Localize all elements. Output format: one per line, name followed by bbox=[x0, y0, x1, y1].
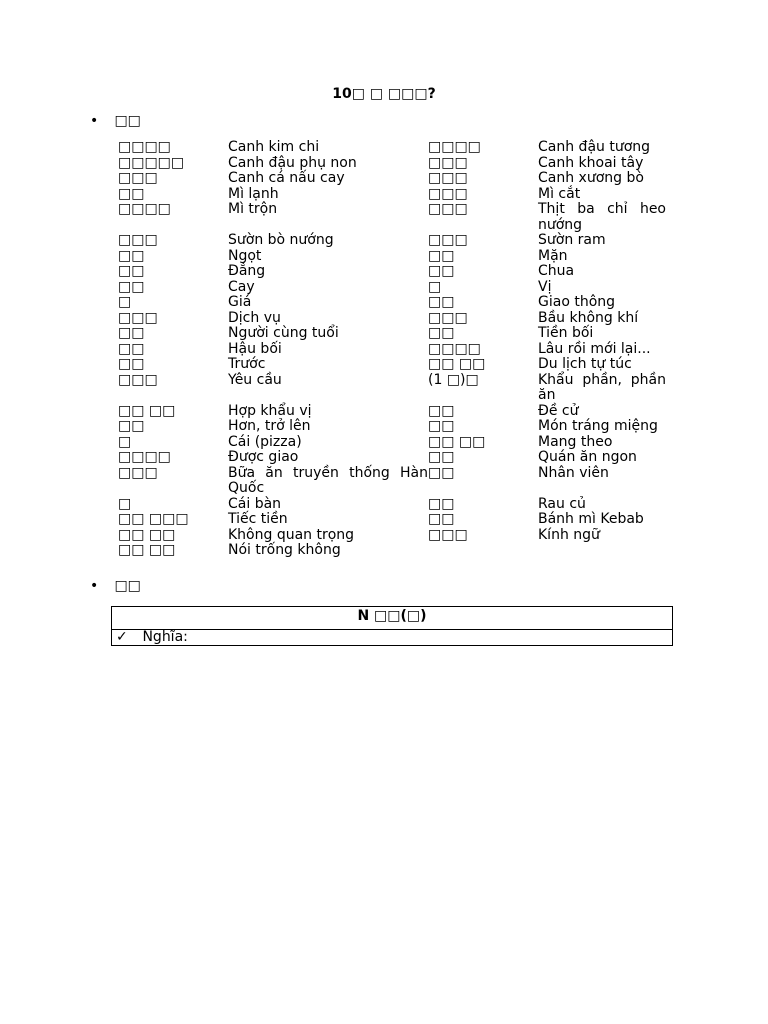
vietnamese-meaning: Mang theo bbox=[538, 433, 613, 450]
vocab-row bbox=[118, 280, 666, 296]
korean-word: □ bbox=[118, 433, 132, 450]
vietnamese-meaning: Nói trống không bbox=[228, 542, 341, 558]
korean-word: □□□ bbox=[118, 464, 158, 481]
vocab-row bbox=[118, 311, 666, 327]
vietnamese-meaning: Canh cá nấu cay bbox=[228, 170, 345, 186]
vocab-section-heading bbox=[90, 113, 141, 129]
vietnamese-meaning: Đề cử bbox=[538, 402, 579, 419]
korean-word: □□ bbox=[428, 464, 455, 481]
grammar-meaning-label: Nghĩa: bbox=[142, 629, 188, 645]
checkmark-icon: ✓ bbox=[116, 629, 128, 645]
vietnamese-meaning: Hơn, trở lên bbox=[228, 418, 311, 434]
vietnamese-meaning: Quán ăn ngon bbox=[538, 449, 637, 465]
vietnamese-meaning: Được giao bbox=[228, 449, 299, 465]
grammar-pattern-header: N □□(□) bbox=[112, 607, 672, 630]
vietnamese-meaning: Canh khoai tây bbox=[538, 154, 644, 171]
vietnamese-meaning: Vị bbox=[538, 278, 552, 295]
korean-word: □□□ bbox=[428, 201, 468, 217]
vietnamese-meaning: Món tráng miệng bbox=[538, 418, 658, 434]
korean-word: □□ bbox=[118, 356, 145, 372]
vietnamese-meaning: Cay bbox=[228, 278, 255, 295]
korean-word: □□□□ bbox=[428, 139, 481, 155]
vietnamese-meaning: Bầu không khí bbox=[538, 309, 639, 326]
vietnamese-meaning: Sườn bò nướng bbox=[228, 232, 334, 248]
korean-word: □□ bbox=[428, 263, 455, 279]
korean-word: □ bbox=[118, 294, 132, 310]
korean-word: □□ bbox=[118, 325, 145, 341]
korean-word: □ bbox=[428, 278, 442, 295]
vietnamese-meaning: Trước bbox=[228, 356, 266, 372]
grammar-box bbox=[111, 606, 673, 646]
bullet-icon: • bbox=[90, 113, 99, 129]
korean-word: □□ bbox=[118, 340, 145, 357]
vocab-row bbox=[118, 156, 666, 172]
vietnamese-meaning: Đắng bbox=[228, 263, 266, 279]
korean-word: □□ bbox=[428, 325, 455, 341]
vocab-row bbox=[118, 342, 666, 358]
vocab-row bbox=[118, 466, 666, 497]
grammar-section-label: □□ bbox=[114, 578, 141, 594]
korean-word bbox=[428, 543, 538, 559]
korean-word: □□ bbox=[428, 402, 455, 419]
page-title: 10□ □ □□□? bbox=[332, 86, 436, 102]
korean-word: □□ bbox=[428, 449, 455, 465]
grammar-meaning-row bbox=[112, 630, 672, 645]
korean-word: □□ bbox=[118, 185, 145, 202]
korean-word: □□ bbox=[118, 418, 145, 434]
korean-word: □□□□□ bbox=[118, 154, 185, 171]
vietnamese-meaning: Kính ngữ bbox=[538, 526, 600, 543]
korean-word: □□ □□□ bbox=[118, 511, 189, 527]
korean-word: □□ □□ bbox=[118, 526, 176, 543]
vietnamese-meaning: Canh xương bò bbox=[538, 170, 644, 186]
vocab-row bbox=[118, 450, 666, 466]
vietnamese-meaning: Canh đậu phụ non bbox=[228, 154, 357, 171]
vietnamese-meaning bbox=[538, 543, 666, 559]
vocab-row bbox=[118, 140, 666, 156]
korean-word: □□□ bbox=[118, 371, 158, 388]
vietnamese-meaning: Bữa ăn truyền thống Hàn Quốc bbox=[228, 464, 428, 496]
vietnamese-meaning: Không quan trọng bbox=[228, 526, 355, 543]
vietnamese-meaning: Yêu cầu bbox=[228, 371, 282, 388]
vietnamese-meaning: Tiền bối bbox=[538, 325, 594, 341]
korean-word: □□□ bbox=[118, 232, 158, 248]
korean-word: □□ bbox=[428, 495, 455, 512]
korean-word: □□□ bbox=[428, 185, 468, 202]
vietnamese-meaning: Giá bbox=[228, 294, 252, 310]
vocab-row bbox=[118, 543, 666, 559]
vietnamese-meaning: Tiếc tiền bbox=[228, 511, 288, 527]
korean-word: □□□□ bbox=[118, 139, 171, 155]
korean-word: □□ □□ bbox=[428, 356, 486, 372]
vietnamese-meaning: Mì trộn bbox=[228, 201, 278, 217]
vietnamese-meaning: Dịch vụ bbox=[228, 309, 281, 326]
korean-word: □□ bbox=[118, 278, 145, 295]
vietnamese-meaning: Du lịch tự túc bbox=[538, 356, 632, 372]
vietnamese-meaning: Mặn bbox=[538, 247, 568, 264]
korean-word: □□ bbox=[428, 418, 455, 434]
vietnamese-meaning: Thịt ba chỉ heo nướng bbox=[538, 201, 666, 233]
vietnamese-meaning: Bánh mì Kebab bbox=[538, 511, 644, 527]
korean-word: □□ □□ bbox=[428, 433, 486, 450]
vietnamese-meaning: Người cùng tuổi bbox=[228, 325, 339, 341]
vocab-section-label: □□ bbox=[114, 113, 141, 129]
korean-word: □□ bbox=[428, 511, 455, 527]
korean-word: □□□□ bbox=[428, 340, 481, 357]
vocab-row bbox=[118, 171, 666, 187]
korean-word: □□ □□ bbox=[118, 542, 176, 558]
vietnamese-meaning: Chua bbox=[538, 263, 575, 279]
korean-word: □□□□ bbox=[118, 201, 171, 217]
korean-word: □□ bbox=[428, 247, 455, 264]
korean-word: □□□ bbox=[118, 309, 158, 326]
vietnamese-meaning: Rau củ bbox=[538, 495, 586, 512]
vocabulary-table bbox=[118, 140, 666, 559]
korean-word: □ bbox=[118, 495, 132, 512]
grammar-section-heading bbox=[90, 578, 141, 594]
vietnamese-meaning: Cái bàn bbox=[228, 495, 282, 512]
vietnamese-meaning: Canh kim chi bbox=[228, 139, 320, 155]
vietnamese-meaning: Mì cắt bbox=[538, 185, 581, 202]
vocab-row bbox=[118, 326, 666, 342]
korean-word: □□□ bbox=[428, 154, 468, 171]
korean-word: □□□□ bbox=[118, 449, 171, 465]
vietnamese-meaning: Khẩu phần, phần ăn bbox=[538, 371, 666, 403]
vietnamese-meaning: Hợp khẩu vị bbox=[228, 402, 312, 419]
vocab-row bbox=[118, 202, 666, 233]
vocab-row bbox=[118, 264, 666, 280]
vietnamese-meaning: Nhân viên bbox=[538, 464, 609, 481]
korean-word: □□□ bbox=[428, 170, 468, 186]
vocab-row bbox=[118, 295, 666, 311]
korean-word: □□□ bbox=[428, 232, 468, 248]
vocab-row bbox=[118, 435, 666, 451]
korean-word: □□□ bbox=[428, 526, 468, 543]
korean-word: □□ bbox=[118, 263, 145, 279]
korean-word: □□ bbox=[118, 247, 145, 264]
vocab-row bbox=[118, 249, 666, 265]
vocab-row bbox=[118, 187, 666, 203]
vietnamese-meaning: Canh đậu tương bbox=[538, 139, 651, 155]
vietnamese-meaning: Sườn ram bbox=[538, 232, 606, 248]
korean-word: □□ □□ bbox=[118, 402, 176, 419]
vietnamese-meaning: Hậu bối bbox=[228, 340, 282, 357]
vietnamese-meaning: Giao thông bbox=[538, 294, 616, 310]
vocab-row bbox=[118, 419, 666, 435]
korean-word: □□□ bbox=[428, 309, 468, 326]
vocab-row bbox=[118, 233, 666, 249]
vocab-row bbox=[118, 357, 666, 373]
vocab-row bbox=[118, 497, 666, 513]
vocab-row bbox=[118, 404, 666, 420]
korean-word: □□□ bbox=[118, 170, 158, 186]
vietnamese-meaning: Cái (pizza) bbox=[228, 433, 302, 450]
vietnamese-meaning: Lâu rồi mới lại... bbox=[538, 340, 651, 357]
vietnamese-meaning: Ngọt bbox=[228, 247, 262, 264]
vietnamese-meaning: Mì lạnh bbox=[228, 185, 279, 202]
korean-word: (1 □)□ bbox=[428, 371, 479, 388]
bullet-icon: • bbox=[90, 578, 99, 594]
vocab-row bbox=[118, 512, 666, 528]
vocab-row bbox=[118, 373, 666, 404]
korean-word: □□ bbox=[428, 294, 455, 310]
vocab-row bbox=[118, 528, 666, 544]
